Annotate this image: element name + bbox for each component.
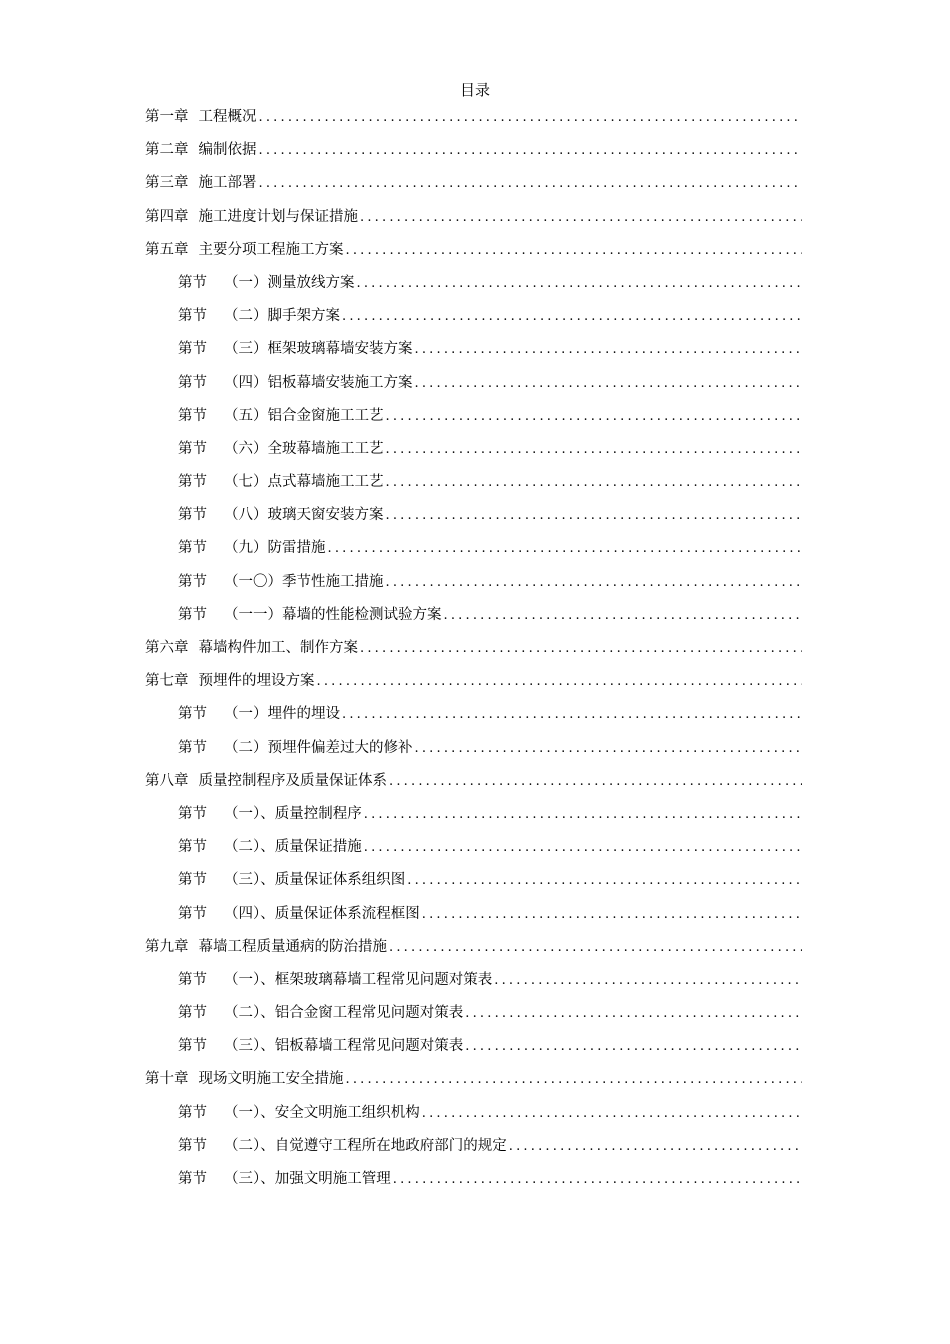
toc-entry-label xyxy=(178,1103,420,1123)
toc-entry-label xyxy=(178,704,340,724)
toc-entry-number: 第节 xyxy=(178,839,207,856)
toc-entry-label xyxy=(178,738,413,758)
toc-chapter-entry[interactable] xyxy=(145,638,802,671)
toc-entry-number: 第节 xyxy=(178,308,207,325)
toc-section-entry[interactable] xyxy=(145,837,802,870)
toc-entry-number: 第节 xyxy=(178,739,207,756)
toc-entry-number: 第节 xyxy=(178,1038,207,1055)
toc-entry-label xyxy=(145,240,344,260)
toc-section-entry[interactable] xyxy=(145,406,802,439)
dot-leader xyxy=(389,772,802,792)
toc-entry-label xyxy=(145,1069,344,1089)
dot-leader xyxy=(346,1070,803,1090)
dot-leader xyxy=(422,905,802,925)
toc-entry-label xyxy=(145,638,358,658)
toc-entry-title: （二）、铝合金窗工程常见问题对策表 xyxy=(224,1005,464,1022)
toc-entry-label xyxy=(178,870,405,890)
toc-entry-title: （一〇）季节性施工措施 xyxy=(224,573,384,590)
toc-entry-number: 第节 xyxy=(178,474,207,491)
toc-section-entry[interactable] xyxy=(145,605,802,638)
toc-entry-label xyxy=(178,904,420,924)
toc-entry-title: （二）脚手架方案 xyxy=(224,308,340,325)
toc-entry-number: 第节 xyxy=(178,805,207,822)
toc-entry-label xyxy=(178,1136,507,1156)
toc-section-entry[interactable] xyxy=(145,1136,802,1169)
toc-entry-title: （一）、框架玻璃幕墙工程常见问题对策表 xyxy=(224,971,493,988)
dot-leader xyxy=(422,1104,802,1124)
toc-chapter-entry[interactable] xyxy=(145,107,802,140)
toc-section-entry[interactable] xyxy=(145,306,802,339)
toc-entry-number: 第节 xyxy=(178,706,207,723)
dot-leader xyxy=(342,307,802,327)
dot-leader xyxy=(342,705,802,725)
toc-entry-label xyxy=(145,140,257,160)
toc-section-entry[interactable] xyxy=(145,1003,802,1036)
toc-entry-number: 第节 xyxy=(178,440,207,457)
toc-entry-label xyxy=(178,373,413,393)
toc-chapter-entry[interactable] xyxy=(145,1069,802,1102)
dot-leader xyxy=(415,374,803,394)
toc-entry-label xyxy=(178,505,384,525)
toc-entry-title: （八）玻璃天窗安装方案 xyxy=(224,507,384,524)
toc-entry-label xyxy=(178,406,384,426)
dot-leader xyxy=(364,805,802,825)
dot-leader xyxy=(346,241,803,261)
toc-section-entry[interactable] xyxy=(145,904,802,937)
toc-chapter-entry[interactable] xyxy=(145,173,802,206)
toc-entry-title: （二）、自觉遵守工程所在地政府部门的规定 xyxy=(224,1137,507,1154)
toc-entry-number: 第节 xyxy=(178,341,207,358)
toc-entry-number: 第五章 xyxy=(145,241,189,258)
toc-entry-number: 第节 xyxy=(178,872,207,889)
toc-entry-number: 第节 xyxy=(178,407,207,424)
toc-chapter-entry[interactable] xyxy=(145,937,802,970)
dot-leader xyxy=(259,174,803,194)
toc-entry-label xyxy=(178,472,384,492)
toc-entry-number: 第七章 xyxy=(145,673,189,690)
dot-leader xyxy=(393,1170,802,1190)
toc-entry-title: （九）防雷措施 xyxy=(224,540,326,557)
dot-leader xyxy=(364,838,802,858)
dot-leader xyxy=(415,739,803,759)
toc-section-entry[interactable] xyxy=(145,373,802,406)
toc-entry-number: 第一章 xyxy=(145,109,189,125)
toc-section-entry[interactable] xyxy=(145,970,802,1003)
toc-entry-label xyxy=(178,538,326,558)
toc-entry-title: （二）预埋件偏差过大的修补 xyxy=(224,739,413,756)
dot-leader xyxy=(386,440,803,460)
toc-entry-title: 工程概况 xyxy=(198,109,257,125)
toc-section-entry[interactable] xyxy=(145,1036,802,1069)
toc-entry-label xyxy=(178,306,340,326)
toc-chapter-entry[interactable] xyxy=(145,240,802,273)
toc-entry-number: 第节 xyxy=(178,1005,207,1022)
dot-leader xyxy=(465,1037,802,1057)
toc-section-entry[interactable] xyxy=(145,804,802,837)
toc-entry-title: （六）全玻幕墙施工工艺 xyxy=(224,440,384,457)
dot-leader xyxy=(407,871,802,891)
toc-entry-title: 预埋件的埋设方案 xyxy=(198,673,315,690)
toc-entry-number: 第节 xyxy=(178,971,207,988)
toc-entry-number: 第节 xyxy=(178,507,207,524)
toc-entry-label xyxy=(178,970,492,990)
toc-entry-label xyxy=(178,439,384,459)
toc-section-entry[interactable] xyxy=(145,738,802,771)
dot-leader xyxy=(259,141,803,161)
toc-entry-title: （二）、质量保证措施 xyxy=(224,839,362,856)
toc-entry-label xyxy=(178,1003,463,1023)
toc-entry-title: 现场文明施工安全措施 xyxy=(198,1071,344,1088)
dot-leader xyxy=(357,274,803,294)
toc-section-entry[interactable] xyxy=(145,538,802,571)
toc-entry-label xyxy=(178,339,413,359)
toc-entry-number: 第节 xyxy=(178,1104,207,1121)
toc-entry-title: （七）点式幕墙施工工艺 xyxy=(224,474,384,491)
toc-section-entry[interactable] xyxy=(145,1169,802,1202)
toc-entry-label xyxy=(178,572,384,592)
toc-section-entry[interactable] xyxy=(145,1103,802,1136)
toc-entry-label xyxy=(145,107,257,127)
toc-entry-number: 第八章 xyxy=(145,772,189,789)
toc-section-entry[interactable] xyxy=(145,572,802,605)
dot-leader xyxy=(360,639,802,659)
dot-leader xyxy=(465,1004,802,1024)
dot-leader xyxy=(389,938,802,958)
toc-chapter-entry[interactable] xyxy=(145,671,802,704)
toc-entry-title: （四）铝板幕墙安装施工方案 xyxy=(224,374,413,391)
toc-entry-label xyxy=(178,1036,463,1056)
toc-entry-label xyxy=(145,173,257,193)
toc-entry-title: （五）铝合金窗施工工艺 xyxy=(224,407,384,424)
toc-chapter-entry[interactable] xyxy=(145,140,802,173)
toc-entry-label xyxy=(145,771,387,791)
toc-entry-label xyxy=(145,671,315,691)
toc-entry-number: 第六章 xyxy=(145,640,189,656)
toc-entry-title: 施工部署 xyxy=(198,175,257,192)
dot-leader xyxy=(494,971,802,991)
toc-entry-number: 第节 xyxy=(178,606,207,623)
toc-entry-number: 第节 xyxy=(178,274,207,291)
toc-chapter-entry[interactable] xyxy=(145,207,802,240)
toc-entry-title: 质量控制程序及质量保证体系 xyxy=(198,772,387,789)
toc-entry-title: （一一）幕墙的性能检测试验方案 xyxy=(224,606,442,623)
toc-entry-title: 施工进度计划与保证措施 xyxy=(198,208,358,225)
toc-title: 目录 xyxy=(459,81,490,99)
toc-entry-title: 编制依据 xyxy=(198,142,257,159)
dot-leader xyxy=(259,108,803,128)
toc-entry-label xyxy=(178,605,442,625)
dot-leader xyxy=(386,506,803,526)
toc-entry-number: 第十章 xyxy=(145,1071,189,1088)
toc-section-entry[interactable] xyxy=(145,273,802,306)
dot-leader xyxy=(317,672,803,692)
toc-section-entry[interactable] xyxy=(145,704,802,737)
toc-entry-number: 第节 xyxy=(178,1171,207,1187)
toc-section-entry[interactable] xyxy=(145,505,802,538)
dot-leader xyxy=(509,1137,802,1157)
toc-entry-number: 第节 xyxy=(178,905,207,922)
dot-leader xyxy=(328,539,803,559)
toc-entry-number: 第节 xyxy=(178,573,207,590)
table-of-contents xyxy=(145,107,802,1202)
toc-entry-title: （三）框架玻璃幕墙安装方案 xyxy=(224,341,413,358)
toc-entry-title: 幕墙构件加工、制作方案 xyxy=(198,640,358,656)
toc-entry-title: （四）、质量保证体系流程框图 xyxy=(224,905,420,922)
toc-entry-number: 第九章 xyxy=(145,938,189,955)
toc-entry-label xyxy=(145,937,387,957)
toc-section-entry[interactable] xyxy=(145,439,802,472)
toc-entry-label xyxy=(178,273,355,293)
toc-section-entry[interactable] xyxy=(145,339,802,372)
toc-entry-number: 第节 xyxy=(178,1137,207,1154)
toc-entry-title: （一）、质量控制程序 xyxy=(224,805,362,822)
dot-leader xyxy=(386,473,803,493)
toc-entry-number: 第二章 xyxy=(145,142,189,159)
toc-entry-label xyxy=(178,1169,391,1189)
toc-entry-title: 幕墙工程质量通病的防治措施 xyxy=(198,938,387,955)
toc-entry-number: 第四章 xyxy=(145,208,189,225)
dot-leader xyxy=(386,407,803,427)
toc-entry-title: （一）、安全文明施工组织机构 xyxy=(224,1104,420,1121)
toc-section-entry[interactable] xyxy=(145,870,802,903)
toc-entry-title: （三）、铝板幕墙工程常见问题对策表 xyxy=(224,1038,464,1055)
toc-entry-label xyxy=(178,804,362,824)
dot-leader xyxy=(360,208,802,228)
dot-leader xyxy=(444,606,803,626)
toc-section-entry[interactable] xyxy=(145,472,802,505)
toc-entry-number: 第三章 xyxy=(145,175,189,192)
dot-leader xyxy=(386,573,803,593)
toc-entry-title: 主要分项工程施工方案 xyxy=(198,241,344,258)
toc-entry-title: （一）埋件的埋设 xyxy=(224,706,340,723)
toc-entry-number: 第节 xyxy=(178,374,207,391)
toc-entry-label xyxy=(145,207,358,227)
toc-entry-number: 第节 xyxy=(178,540,207,557)
toc-entry-label xyxy=(178,837,362,857)
toc-entry-title: （三）、质量保证体系组织图 xyxy=(224,872,406,889)
toc-entry-title: （三）、加强文明施工管理 xyxy=(224,1171,391,1187)
toc-entry-title: （一）测量放线方案 xyxy=(224,274,355,291)
dot-leader xyxy=(415,340,803,360)
toc-chapter-entry[interactable] xyxy=(145,771,802,804)
